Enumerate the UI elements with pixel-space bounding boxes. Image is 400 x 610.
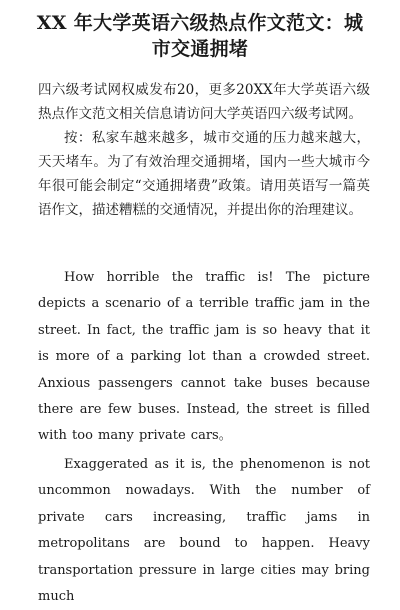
note-paragraph: 按：私家车越来越多，城市交通的压力越来越大，天天堵车。为了有效治理交通拥堵，国内一些大城市今年很可能会制定“交通拥堵费”政策。请用英语写一篇英语作文，描述糟糕的交通情况，并提出你的治理建议。 [38, 130, 370, 218]
intro-paragraph: 四六级考试网权威发布20，更多20XX年大学英语六级热点作文范文相关信息请访问大学英语四六级考试网。 [38, 82, 370, 122]
document-title: XX 年大学英语六级热点作文范文：城市交通拥堵 [36, 12, 364, 60]
essay-paragraph-1: How horrible the traffic is! The picture depicts a scenario of a terrible traffic jam in the street. In fact, the traffic jam is so heavy that it is more of a parking lot than a crowded street. Anxious passengers cannot take buses because there are few buses. Instead, the street is filled with too many private cars。 [38, 270, 370, 444]
essay-paragraph-2: Exaggerated as it is, the phenomenon is not uncommon nowadays. With the number of private cars increasing, traffic jams in metropolitans are bound to happen. Heavy transportation pressure in large cities may bring much [38, 457, 370, 605]
